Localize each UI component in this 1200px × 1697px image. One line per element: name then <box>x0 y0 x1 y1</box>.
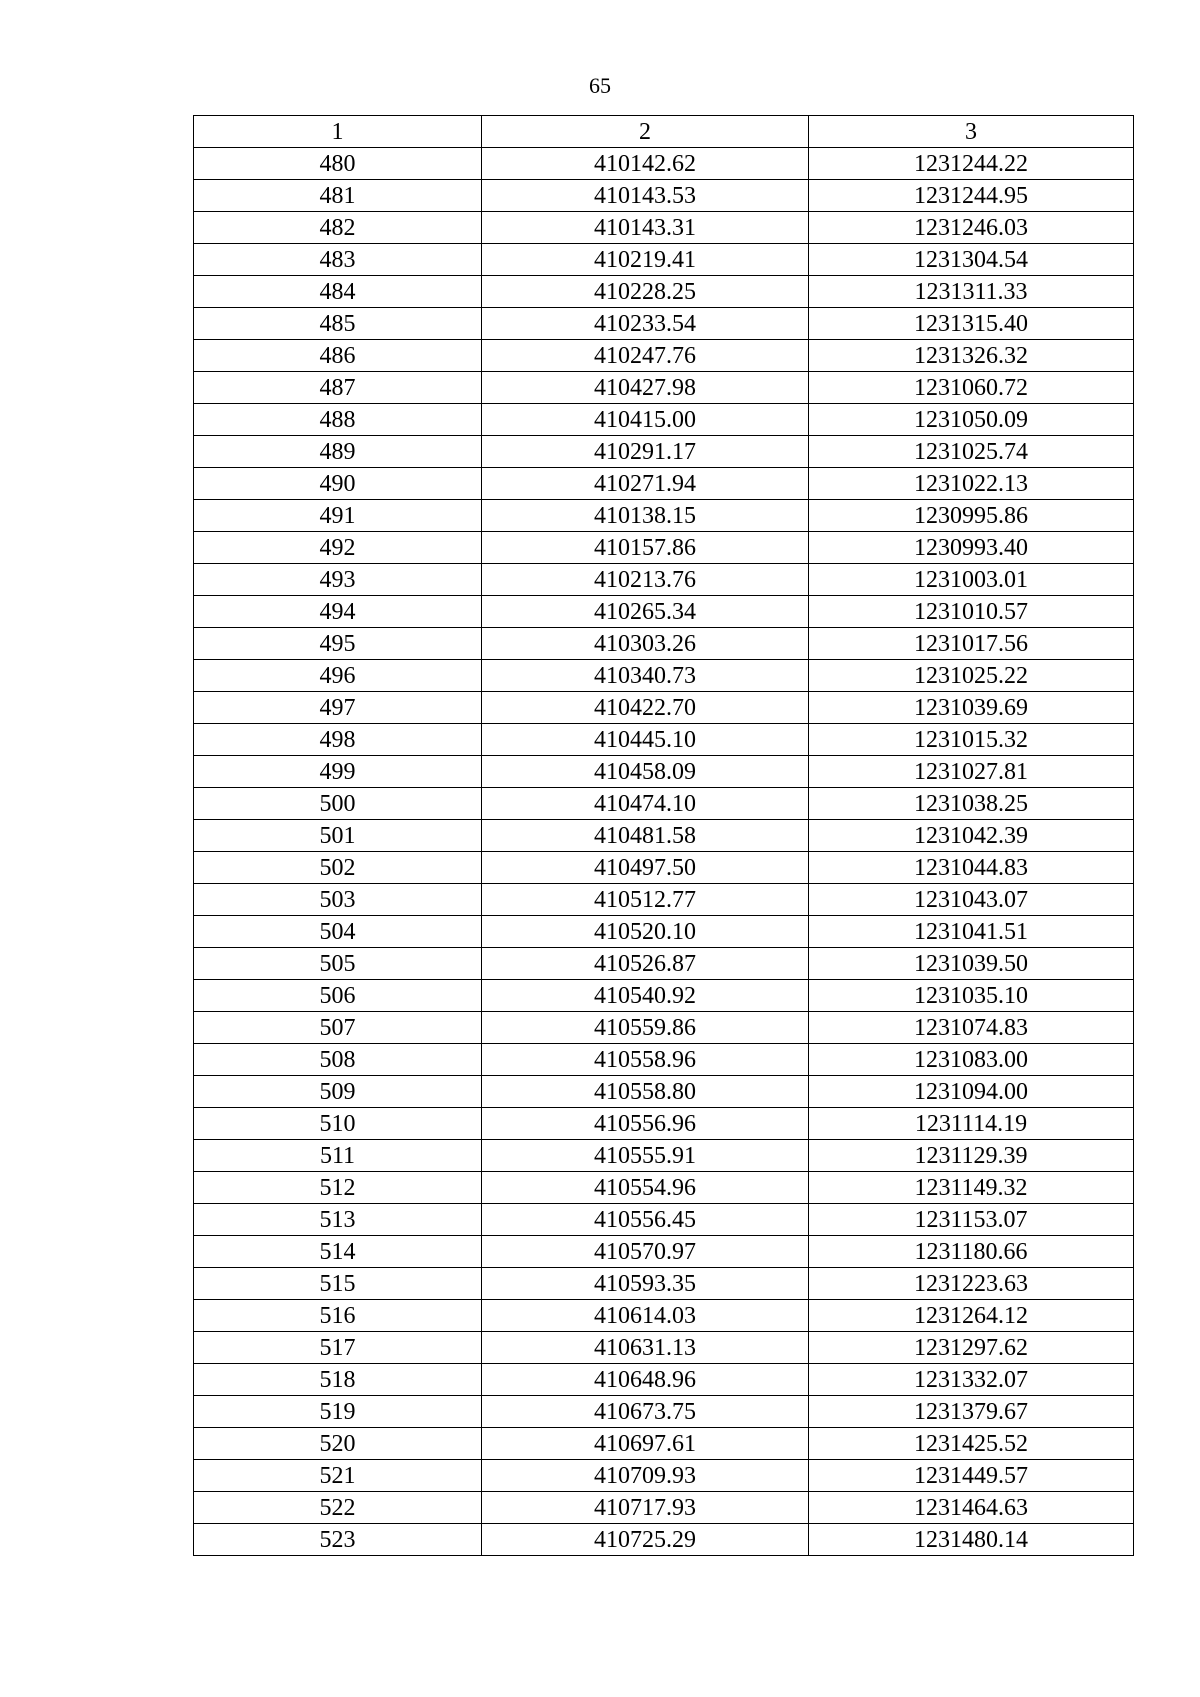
table-row <box>194 948 1134 980</box>
point-number-cell: 492 <box>194 532 482 564</box>
x-coordinate-cell: 410556.96 <box>482 1108 809 1140</box>
x-coordinate-cell: 410265.34 <box>482 596 809 628</box>
table-row <box>194 788 1134 820</box>
x-coordinate-cell: 410526.87 <box>482 948 809 980</box>
x-coordinate-cell: 410631.13 <box>482 1332 809 1364</box>
y-coordinate-cell: 1231379.67 <box>809 1396 1134 1428</box>
x-coordinate-cell: 410445.10 <box>482 724 809 756</box>
y-coordinate-cell: 1231480.14 <box>809 1524 1134 1556</box>
table-row <box>194 468 1134 500</box>
point-number-cell: 520 <box>194 1428 482 1460</box>
y-coordinate-cell: 1231025.22 <box>809 660 1134 692</box>
y-coordinate-cell: 1231149.32 <box>809 1172 1134 1204</box>
point-number-cell: 483 <box>194 244 482 276</box>
x-coordinate-cell: 410422.70 <box>482 692 809 724</box>
x-coordinate-cell: 410138.15 <box>482 500 809 532</box>
x-coordinate-cell: 410303.26 <box>482 628 809 660</box>
table-row <box>194 1428 1134 1460</box>
point-number-cell: 514 <box>194 1236 482 1268</box>
point-number-cell: 494 <box>194 596 482 628</box>
y-coordinate-cell: 1231015.32 <box>809 724 1134 756</box>
x-coordinate-cell: 410474.10 <box>482 788 809 820</box>
y-coordinate-cell: 1231041.51 <box>809 916 1134 948</box>
table-row <box>194 1172 1134 1204</box>
x-coordinate-cell: 410233.54 <box>482 308 809 340</box>
y-coordinate-cell: 1231180.66 <box>809 1236 1134 1268</box>
x-coordinate-cell: 410725.29 <box>482 1524 809 1556</box>
point-number-cell: 486 <box>194 340 482 372</box>
point-number-cell: 500 <box>194 788 482 820</box>
point-number-cell: 481 <box>194 180 482 212</box>
table-row <box>194 404 1134 436</box>
x-coordinate-cell: 410415.00 <box>482 404 809 436</box>
y-coordinate-cell: 1231043.07 <box>809 884 1134 916</box>
table-row <box>194 148 1134 180</box>
y-coordinate-cell: 1231315.40 <box>809 308 1134 340</box>
table-row <box>194 884 1134 916</box>
y-coordinate-cell: 1231244.95 <box>809 180 1134 212</box>
table-row <box>194 340 1134 372</box>
table-row <box>194 980 1134 1012</box>
y-coordinate-cell: 1231003.01 <box>809 564 1134 596</box>
x-coordinate-cell: 410717.93 <box>482 1492 809 1524</box>
point-number-cell: 487 <box>194 372 482 404</box>
point-number-cell: 497 <box>194 692 482 724</box>
x-coordinate-cell: 410555.91 <box>482 1140 809 1172</box>
x-coordinate-cell: 410520.10 <box>482 916 809 948</box>
table-row <box>194 660 1134 692</box>
point-number-cell: 485 <box>194 308 482 340</box>
x-coordinate-cell: 410673.75 <box>482 1396 809 1428</box>
table-body <box>194 148 1134 1556</box>
y-coordinate-cell: 1231022.13 <box>809 468 1134 500</box>
point-number-cell: 490 <box>194 468 482 500</box>
point-number-cell: 505 <box>194 948 482 980</box>
y-coordinate-cell: 1231223.63 <box>809 1268 1134 1300</box>
x-coordinate-cell: 410556.45 <box>482 1204 809 1236</box>
y-coordinate-cell: 1231060.72 <box>809 372 1134 404</box>
y-coordinate-cell: 1231038.25 <box>809 788 1134 820</box>
table-row <box>194 1204 1134 1236</box>
x-coordinate-cell: 410481.58 <box>482 820 809 852</box>
point-number-cell: 508 <box>194 1044 482 1076</box>
x-coordinate-cell: 410648.96 <box>482 1364 809 1396</box>
y-coordinate-cell: 1231244.22 <box>809 148 1134 180</box>
point-number-cell: 499 <box>194 756 482 788</box>
point-number-cell: 507 <box>194 1012 482 1044</box>
x-coordinate-cell: 410559.86 <box>482 1012 809 1044</box>
y-coordinate-cell: 1230993.40 <box>809 532 1134 564</box>
x-coordinate-cell: 410593.35 <box>482 1268 809 1300</box>
table-row <box>194 308 1134 340</box>
x-coordinate-cell: 410497.50 <box>482 852 809 884</box>
y-coordinate-cell: 1231039.69 <box>809 692 1134 724</box>
y-coordinate-cell: 1231042.39 <box>809 820 1134 852</box>
table-header <box>194 116 1134 148</box>
x-coordinate-cell: 410143.53 <box>482 180 809 212</box>
table-row <box>194 532 1134 564</box>
y-coordinate-cell: 1231449.57 <box>809 1460 1134 1492</box>
y-coordinate-cell: 1231311.33 <box>809 276 1134 308</box>
table-row <box>194 724 1134 756</box>
point-number-cell: 516 <box>194 1300 482 1332</box>
table-row <box>194 852 1134 884</box>
x-coordinate-cell: 410709.93 <box>482 1460 809 1492</box>
x-coordinate-cell: 410143.31 <box>482 212 809 244</box>
y-coordinate-cell: 1231297.62 <box>809 1332 1134 1364</box>
table-row <box>194 1140 1134 1172</box>
y-coordinate-cell: 1231050.09 <box>809 404 1134 436</box>
y-coordinate-cell: 1231025.74 <box>809 436 1134 468</box>
header-row <box>194 116 1134 148</box>
table-row <box>194 1492 1134 1524</box>
table-row <box>194 692 1134 724</box>
table-row <box>194 1332 1134 1364</box>
table-row <box>194 1268 1134 1300</box>
x-coordinate-cell: 410247.76 <box>482 340 809 372</box>
point-number-cell: 522 <box>194 1492 482 1524</box>
table-row <box>194 1108 1134 1140</box>
table-row <box>194 1044 1134 1076</box>
point-number-cell: 509 <box>194 1076 482 1108</box>
point-number-cell: 493 <box>194 564 482 596</box>
point-number-cell: 521 <box>194 1460 482 1492</box>
x-coordinate-cell: 410213.76 <box>482 564 809 596</box>
x-coordinate-cell: 410540.92 <box>482 980 809 1012</box>
table-row <box>194 1460 1134 1492</box>
coordinates-table <box>193 115 1134 1556</box>
point-number-cell: 511 <box>194 1140 482 1172</box>
table-row <box>194 436 1134 468</box>
x-coordinate-cell: 410142.62 <box>482 148 809 180</box>
point-number-cell: 523 <box>194 1524 482 1556</box>
point-number-cell: 484 <box>194 276 482 308</box>
x-coordinate-cell: 410697.61 <box>482 1428 809 1460</box>
point-number-cell: 515 <box>194 1268 482 1300</box>
y-coordinate-cell: 1231332.07 <box>809 1364 1134 1396</box>
y-coordinate-cell: 1231246.03 <box>809 212 1134 244</box>
point-number-cell: 480 <box>194 148 482 180</box>
y-coordinate-cell: 1231114.19 <box>809 1108 1134 1140</box>
table-row <box>194 596 1134 628</box>
point-number-cell: 489 <box>194 436 482 468</box>
x-coordinate-cell: 410157.86 <box>482 532 809 564</box>
table-row <box>194 1236 1134 1268</box>
y-coordinate-cell: 1231035.10 <box>809 980 1134 1012</box>
table-row <box>194 212 1134 244</box>
table-row <box>194 564 1134 596</box>
x-coordinate-cell: 410228.25 <box>482 276 809 308</box>
point-number-cell: 482 <box>194 212 482 244</box>
point-number-cell: 513 <box>194 1204 482 1236</box>
point-number-cell: 491 <box>194 500 482 532</box>
point-number-cell: 506 <box>194 980 482 1012</box>
table-row <box>194 628 1134 660</box>
y-coordinate-cell: 1231425.52 <box>809 1428 1134 1460</box>
x-coordinate-cell: 410570.97 <box>482 1236 809 1268</box>
x-coordinate-cell: 410271.94 <box>482 468 809 500</box>
point-number-cell: 518 <box>194 1364 482 1396</box>
point-number-cell: 501 <box>194 820 482 852</box>
table-row <box>194 1012 1134 1044</box>
x-coordinate-cell: 410558.80 <box>482 1076 809 1108</box>
point-number-cell: 519 <box>194 1396 482 1428</box>
y-coordinate-cell: 1231010.57 <box>809 596 1134 628</box>
page-number: 65 <box>589 73 611 98</box>
y-coordinate-cell: 1231464.63 <box>809 1492 1134 1524</box>
y-coordinate-cell: 1231094.00 <box>809 1076 1134 1108</box>
x-coordinate-cell: 410340.73 <box>482 660 809 692</box>
x-coordinate-cell: 410458.09 <box>482 756 809 788</box>
table-row <box>194 244 1134 276</box>
x-coordinate-cell: 410219.41 <box>482 244 809 276</box>
y-coordinate-cell: 1231027.81 <box>809 756 1134 788</box>
x-coordinate-cell: 410427.98 <box>482 372 809 404</box>
table-row <box>194 1364 1134 1396</box>
x-coordinate-cell: 410291.17 <box>482 436 809 468</box>
y-coordinate-cell: 1231129.39 <box>809 1140 1134 1172</box>
table-row <box>194 500 1134 532</box>
y-coordinate-cell: 1231264.12 <box>809 1300 1134 1332</box>
point-number-cell: 504 <box>194 916 482 948</box>
table-row <box>194 276 1134 308</box>
table-row <box>194 372 1134 404</box>
point-number-cell: 495 <box>194 628 482 660</box>
point-number-cell: 496 <box>194 660 482 692</box>
point-number-cell: 510 <box>194 1108 482 1140</box>
table-row <box>194 820 1134 852</box>
point-number-cell: 503 <box>194 884 482 916</box>
y-coordinate-cell: 1231326.32 <box>809 340 1134 372</box>
x-coordinate-cell: 410614.03 <box>482 1300 809 1332</box>
column-header-2: 2 <box>482 116 809 148</box>
table-row <box>194 1300 1134 1332</box>
x-coordinate-cell: 410558.96 <box>482 1044 809 1076</box>
y-coordinate-cell: 1231017.56 <box>809 628 1134 660</box>
point-number-cell: 502 <box>194 852 482 884</box>
point-number-cell: 488 <box>194 404 482 436</box>
y-coordinate-cell: 1231074.83 <box>809 1012 1134 1044</box>
table-row <box>194 1524 1134 1556</box>
y-coordinate-cell: 1231083.00 <box>809 1044 1134 1076</box>
y-coordinate-cell: 1231304.54 <box>809 244 1134 276</box>
x-coordinate-cell: 410512.77 <box>482 884 809 916</box>
table-row <box>194 180 1134 212</box>
column-header-3: 3 <box>809 116 1134 148</box>
table-row <box>194 756 1134 788</box>
table-row <box>194 1076 1134 1108</box>
point-number-cell: 517 <box>194 1332 482 1364</box>
table-row <box>194 1396 1134 1428</box>
point-number-cell: 512 <box>194 1172 482 1204</box>
x-coordinate-cell: 410554.96 <box>482 1172 809 1204</box>
table-row <box>194 916 1134 948</box>
y-coordinate-cell: 1231039.50 <box>809 948 1134 980</box>
y-coordinate-cell: 1230995.86 <box>809 500 1134 532</box>
column-header-1: 1 <box>194 116 482 148</box>
y-coordinate-cell: 1231044.83 <box>809 852 1134 884</box>
point-number-cell: 498 <box>194 724 482 756</box>
y-coordinate-cell: 1231153.07 <box>809 1204 1134 1236</box>
